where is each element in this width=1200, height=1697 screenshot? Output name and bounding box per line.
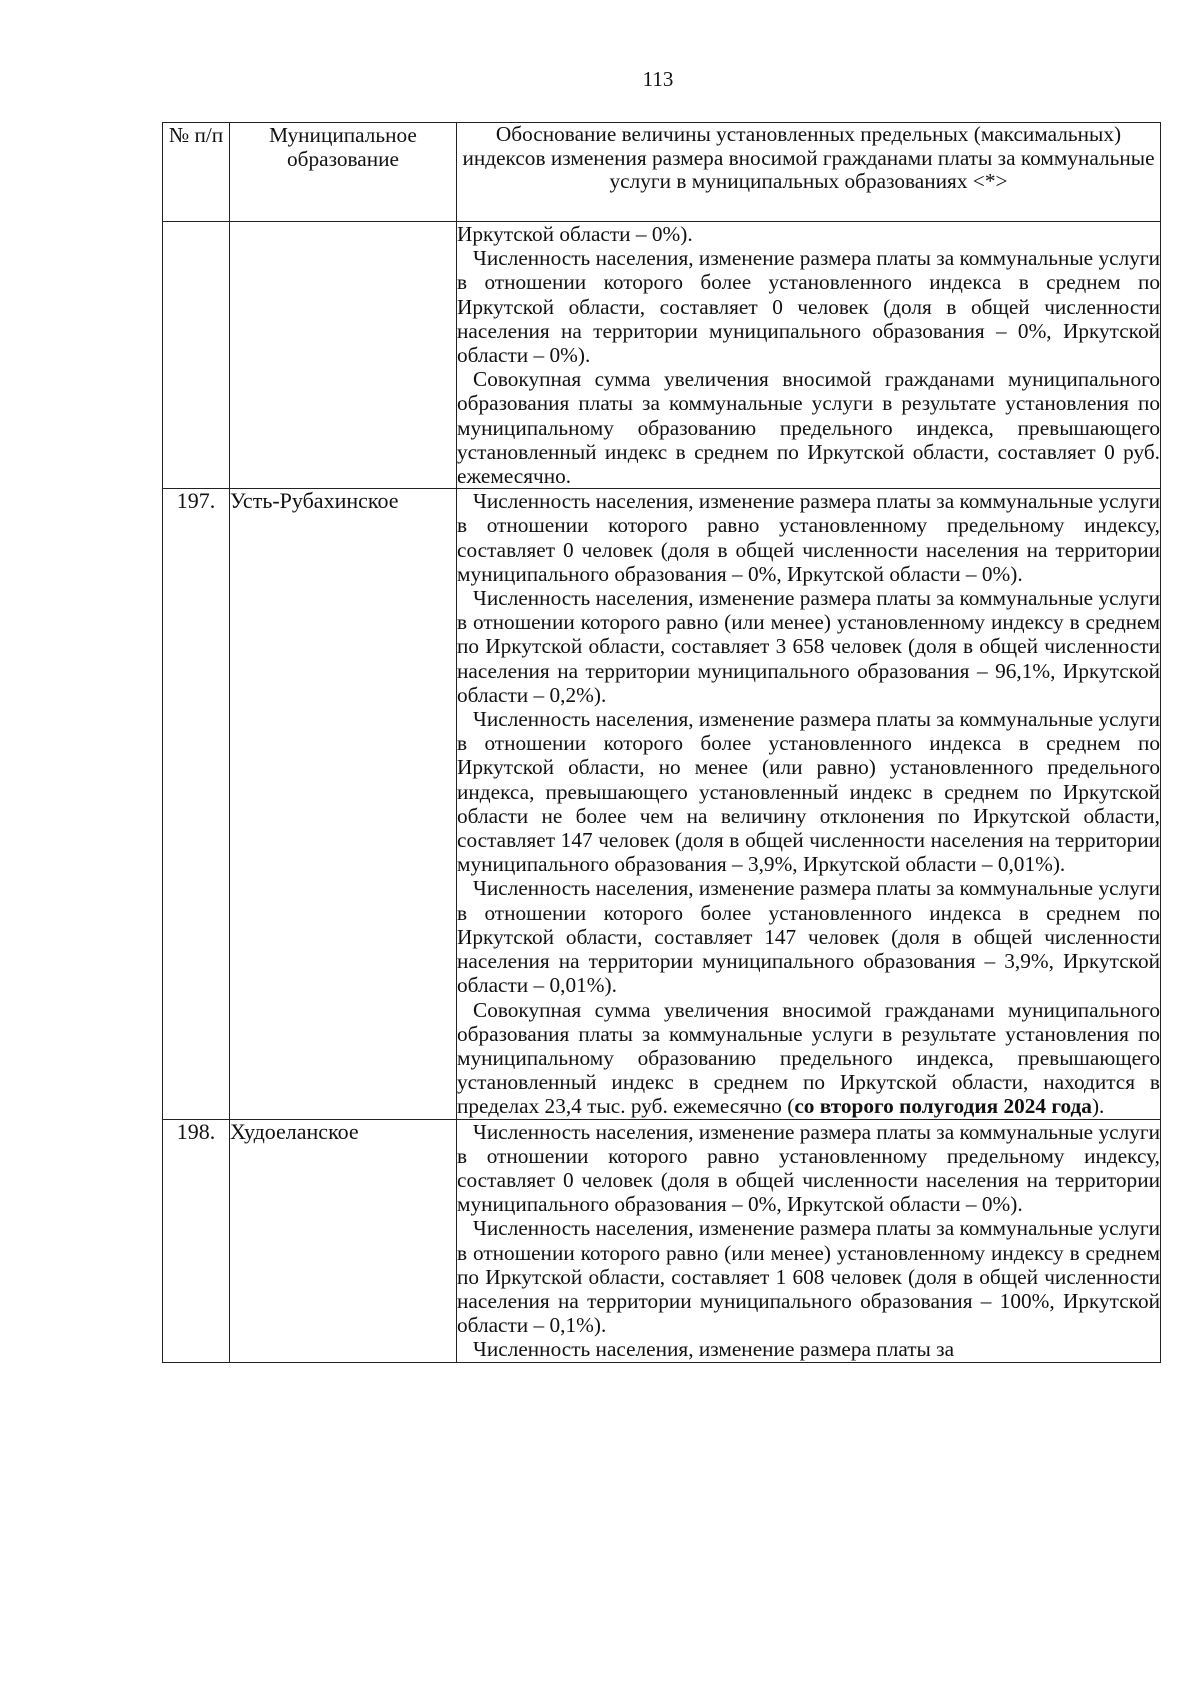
row-municipality	[230, 222, 457, 489]
final-paragraph-text: Совокупная сумма увеличения вносимой гражданами муниципального образования платы за коммунальные услуги в результате установления по муниципальному образованию предельного индекса, превышающего установленный индекс в среднем по Иркутской области, находится в пределах 23,4 тыс. руб. ежемесячно (	[457, 997, 1160, 1119]
header-municipality: Муниципальное образование	[230, 123, 457, 222]
row-justification	[457, 489, 1161, 1119]
table-header-row	[163, 123, 1161, 222]
justification-paragraph: Численность населения, изменение размера платы за коммунальные услуги в отношении которого равно (или менее) установленному индексу в среднем по Иркутской области, составляет 1 608 человек (доля в общей численности населения на территории муниципального образования – 100%, Иркутской области – 0,1%).	[457, 1216, 1160, 1338]
justification-paragraph: Численность населения, изменение размера платы за	[473, 1337, 955, 1362]
row-number: 198.	[163, 1119, 230, 1362]
table-row	[163, 222, 1161, 489]
justification-paragraph: Численность населения, изменение размера платы за коммунальные услуги в отношении которого равно (или менее) установленному индексу в среднем по Иркутской области, составляет 3 658 человек (доля в общей численности населения на территории муниципального образования – 96,1%, Иркутской области – 0,2%).	[457, 586, 1160, 707]
row-number	[163, 222, 230, 489]
justification-paragraph: Численность населения, изменение размера платы за коммунальные услуги в отношении которого более установленного индекса в среднем по Иркутской области, но менее (или равно) установленного предельного индекса, превышающего установленный индекс в среднем по Иркутской области не более чем на величину отклонения по Иркутской области, составляет 147 человек (доля в общей численности населения на территории муниципального образования – 3,9%, Иркутской области – 0,01%).	[457, 707, 1160, 877]
justification-paragraph: Численность населения, изменение размера платы за коммунальные услуги в отношении которого равно установленному предельному индексу, составляет 0 человек (доля в общей численности населения на территории муниципального образования – 0%, Иркутской области – 0%).	[457, 489, 1160, 586]
justification-paragraph: Иркутской области – 0%).	[457, 222, 693, 246]
justification-paragraph: Численность населения, изменение размера платы за коммунальные услуги в отношении которого равно установленному предельному индексу, составляет 0 человек (доля в общей численности населения на территории муниципального образования – 0%, Иркутской области – 0%).	[457, 1119, 1160, 1217]
justification-paragraph: Совокупная сумма увеличения вносимой гражданами муниципального образования платы за коммунальные услуги в результате установления по муниципальному образованию предельного индекса, превышающего установленный индекс в среднем по Иркутской области, составляет 0 руб. ежемесячно.	[457, 367, 1160, 489]
justification-paragraph-final	[457, 998, 1160, 1119]
row-justification	[457, 1119, 1161, 1362]
table-row	[163, 1119, 1161, 1362]
row-justification	[457, 222, 1161, 489]
row-municipality: Усть-Рубахинское	[230, 489, 457, 1119]
page-number: 113	[642, 67, 674, 91]
final-paragraph-bold: со второго полугодия 2024 года	[794, 1094, 1092, 1119]
justification-paragraph: Численность населения, изменение размера платы за коммунальные услуги в отношении которого более установленного индекса в среднем по Иркутской области, составляет 0 человек (доля в общей численности населения на территории муниципального образования – 0%, Иркутской области – 0%).	[457, 246, 1160, 368]
header-justification: Обоснование величины установленных предельных (максимальных) индексов изменения размера вносимой гражданами платы за коммунальные услуги в муниципальных образованиях <*>	[457, 123, 1161, 222]
final-paragraph-end: ).	[1091, 1094, 1105, 1119]
row-number: 197.	[163, 489, 230, 1119]
tariff-index-table	[162, 122, 1161, 1363]
header-number: № п/п	[163, 123, 230, 222]
table-row	[163, 489, 1161, 1119]
justification-paragraph: Численность населения, изменение размера платы за коммунальные услуги в отношении которого более установленного индекса в среднем по Иркутской области, составляет 147 человек (доля в общей численности населения на территории муниципального образования – 3,9%, Иркутской области – 0,01%).	[457, 876, 1160, 998]
row-municipality: Худоеланское	[230, 1119, 457, 1362]
